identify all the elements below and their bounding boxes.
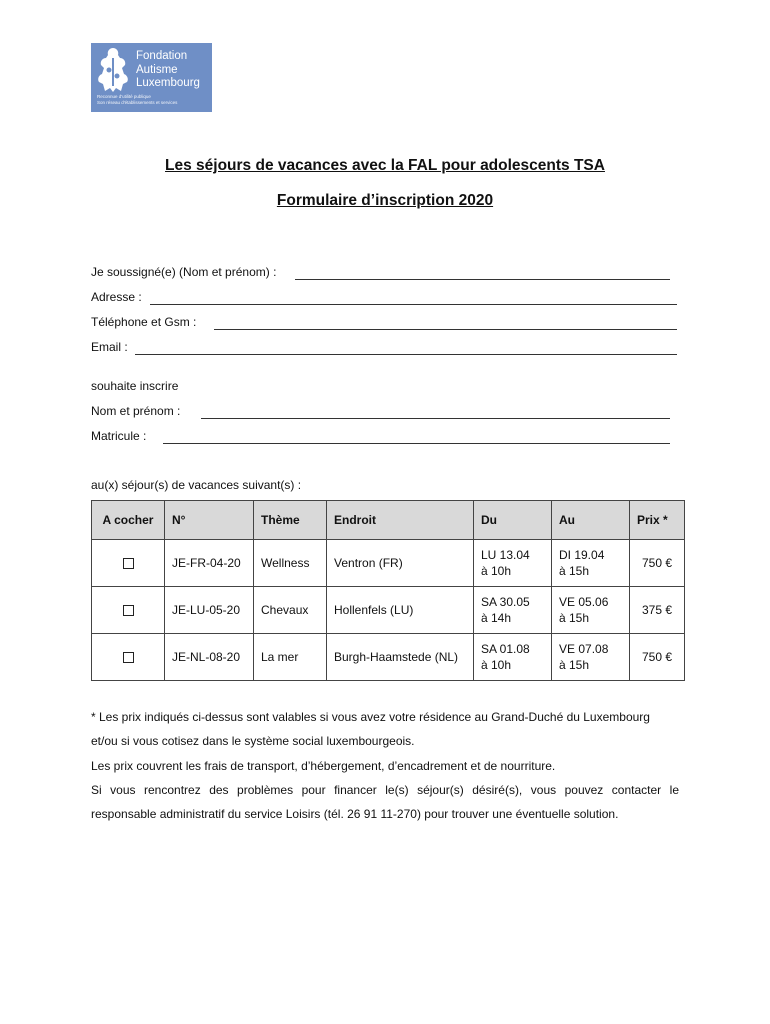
trip-code: JE-FR-04-20	[165, 540, 254, 587]
header-price: Prix *	[630, 501, 685, 540]
document-title: Les séjours de vacances avec la FAL pour adolescents TSA	[165, 157, 605, 174]
from-day: SA 01.08	[481, 642, 530, 656]
matricule-field[interactable]	[163, 443, 670, 444]
logo-tagline	[97, 94, 177, 106]
row-checkbox-cell	[92, 540, 165, 587]
header-place: Endroit	[327, 501, 474, 540]
trip-code: JE-LU-05-20	[165, 587, 254, 634]
puzzle-figure-icon	[95, 46, 131, 94]
address-field[interactable]	[150, 304, 677, 305]
to-time: à 15h	[559, 564, 590, 578]
from-time: à 10h	[481, 564, 512, 578]
header-theme: Thème	[254, 501, 327, 540]
trip-price: 750 €	[630, 634, 685, 681]
name-field[interactable]	[295, 279, 670, 280]
header-from: Du	[474, 501, 552, 540]
header-check: A cocher	[92, 501, 165, 540]
row-checkbox-cell	[92, 634, 165, 681]
email-label: Email :	[91, 340, 128, 354]
note-prices-line-1: * Les prix indiqués ci-dessus sont valables si vous avez votre résidence au Grand-Duché du Luxembourg	[91, 710, 650, 724]
logo-line-3: Luxembourg	[136, 77, 200, 89]
trip-theme: La mer	[254, 634, 327, 681]
phone-label: Téléphone et Gsm :	[91, 315, 197, 329]
trip-to	[552, 634, 630, 681]
trip-to	[552, 587, 630, 634]
phone-field[interactable]	[214, 329, 677, 330]
trip-from	[474, 540, 552, 587]
logo-tagline-2: Son réseau d'établissements et services	[97, 100, 178, 105]
to-day: VE 05.06	[559, 595, 609, 609]
foundation-logo	[91, 43, 212, 112]
trip-from	[474, 634, 552, 681]
trips-table	[91, 500, 685, 681]
logo-tagline-1: Reconnue d'utilité publique	[97, 94, 151, 99]
from-time: à 14h	[481, 611, 512, 625]
logo-line-1: Fondation	[136, 50, 188, 62]
from-time: à 10h	[481, 658, 512, 672]
trip-code: JE-NL-08-20	[165, 634, 254, 681]
trip-theme: Wellness	[254, 540, 327, 587]
checkbox[interactable]	[123, 652, 134, 663]
trip-to	[552, 540, 630, 587]
table-row	[92, 587, 685, 634]
logo-line-2: Autisme	[136, 63, 178, 76]
trip-price: 375 €	[630, 587, 685, 634]
header-to: Au	[552, 501, 630, 540]
address-label: Adresse :	[91, 290, 142, 304]
to-day: VE 07.08	[559, 642, 609, 656]
trip-price: 750 €	[630, 540, 685, 587]
from-day: SA 30.05	[481, 595, 530, 609]
note-prices-line-2: et/ou si vous cotisez dans le système social luxembourgeois.	[91, 734, 415, 749]
table-header-row	[92, 501, 685, 540]
to-time: à 15h	[559, 658, 590, 672]
wish-text: souhaite inscrire	[91, 379, 179, 393]
checkbox[interactable]	[123, 558, 134, 569]
row-checkbox-cell	[92, 587, 165, 634]
trip-place: Ventron (FR)	[327, 540, 474, 587]
to-day: DI 19.04	[559, 548, 605, 562]
document-subtitle: Formulaire d’inscription 2020	[276, 192, 494, 209]
table-intro: au(x) séjour(s) de vacances suivant(s) :	[91, 478, 302, 492]
child-name-field[interactable]	[201, 418, 670, 419]
table-row	[92, 540, 685, 587]
notes-section	[91, 705, 679, 826]
name-label: Je soussigné(e) (Nom et prénom) :	[91, 265, 277, 279]
trip-theme: Chevaux	[254, 587, 327, 634]
logo-wordmark	[136, 50, 200, 91]
trip-from	[474, 587, 552, 634]
child-name-label: Nom et prénom :	[91, 404, 181, 418]
to-time: à 15h	[559, 611, 590, 625]
note-contact-line-2: responsable administratif du service Loisirs (tél. 26 91 11-270) pour trouver une éventuelle solution.	[91, 807, 619, 822]
note-contact-line-1: Si vous rencontrez des problèmes pour financer le(s) séjour(s) désiré(s), vous pouvez contacter le	[91, 782, 679, 797]
trip-place: Hollenfels (LU)	[327, 587, 474, 634]
matricule-label: Matricule :	[91, 429, 147, 443]
header-number: N°	[165, 501, 254, 540]
email-field[interactable]	[135, 354, 677, 355]
from-day: LU 13.04	[481, 548, 530, 562]
checkbox[interactable]	[123, 605, 134, 616]
trip-place: Burgh-Haamstede (NL)	[327, 634, 474, 681]
note-coverage: Les prix couvrent les frais de transport, d’hébergement, d’encadrement et de nourriture.	[91, 758, 556, 773]
table-row	[92, 634, 685, 681]
